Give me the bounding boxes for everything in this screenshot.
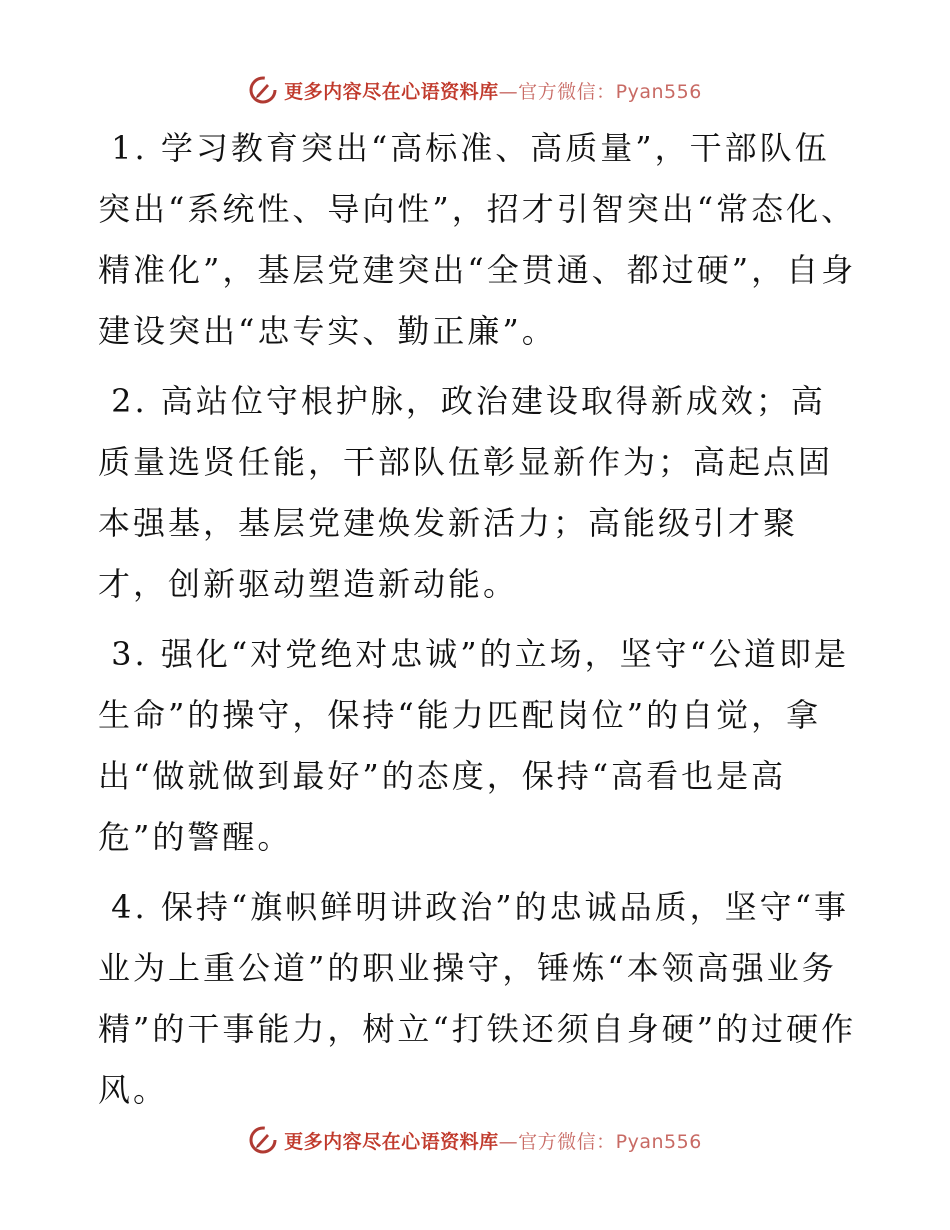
header-banner-title: 更多内容尽在心语资料库: [284, 80, 499, 103]
paragraph-1: 1. 学习教育突出“高标准、高质量”，干部队伍突出“系统性、导向性”，招才引智突出“常态化、精准化”，基层党建突出“全贯通、都过硬”，自身建设突出“忠专实、勤正廉”。: [98, 129, 857, 350]
brush-seal-icon: [248, 1125, 278, 1155]
footer-banner-wechat: —官方微信：Pyan556: [498, 1130, 702, 1153]
header-banner-wechat: —官方微信：Pyan556: [498, 80, 702, 103]
footer-banner-title: 更多内容尽在心语资料库: [284, 1130, 499, 1153]
paragraph-3: 3. 强化“对党绝对忠诚”的立场，坚守“公道即是生命”的操守，保持“能力匹配岗位”的自觉，拿出“做就做到最好”的态度，保持“高看也是高危”的警醒。: [98, 635, 849, 856]
paragraph-2: 2. 高站位守根护脉，政治建设取得新成效；高质量选贤任能，干部队伍彰显新作为；高起点固本强基，基层党建焕发新活力；高能级引才聚才，创新驱动塑造新动能。: [98, 382, 834, 603]
header-banner: [0, 72, 950, 108]
header-banner-text: [284, 77, 702, 104]
footer-banner-text: [284, 1127, 702, 1154]
brush-seal-icon: [248, 75, 278, 105]
document-body: [98, 118, 858, 1130]
footer-banner: [0, 1122, 950, 1158]
paragraph-4: 4. 保持“旗帜鲜明讲政治”的忠诚品质，坚守“事业为上重公道”的职业操守，锤炼“本领高强业务精”的干事能力，树立“打铁还须自身硬”的过硬作风。: [98, 888, 857, 1109]
